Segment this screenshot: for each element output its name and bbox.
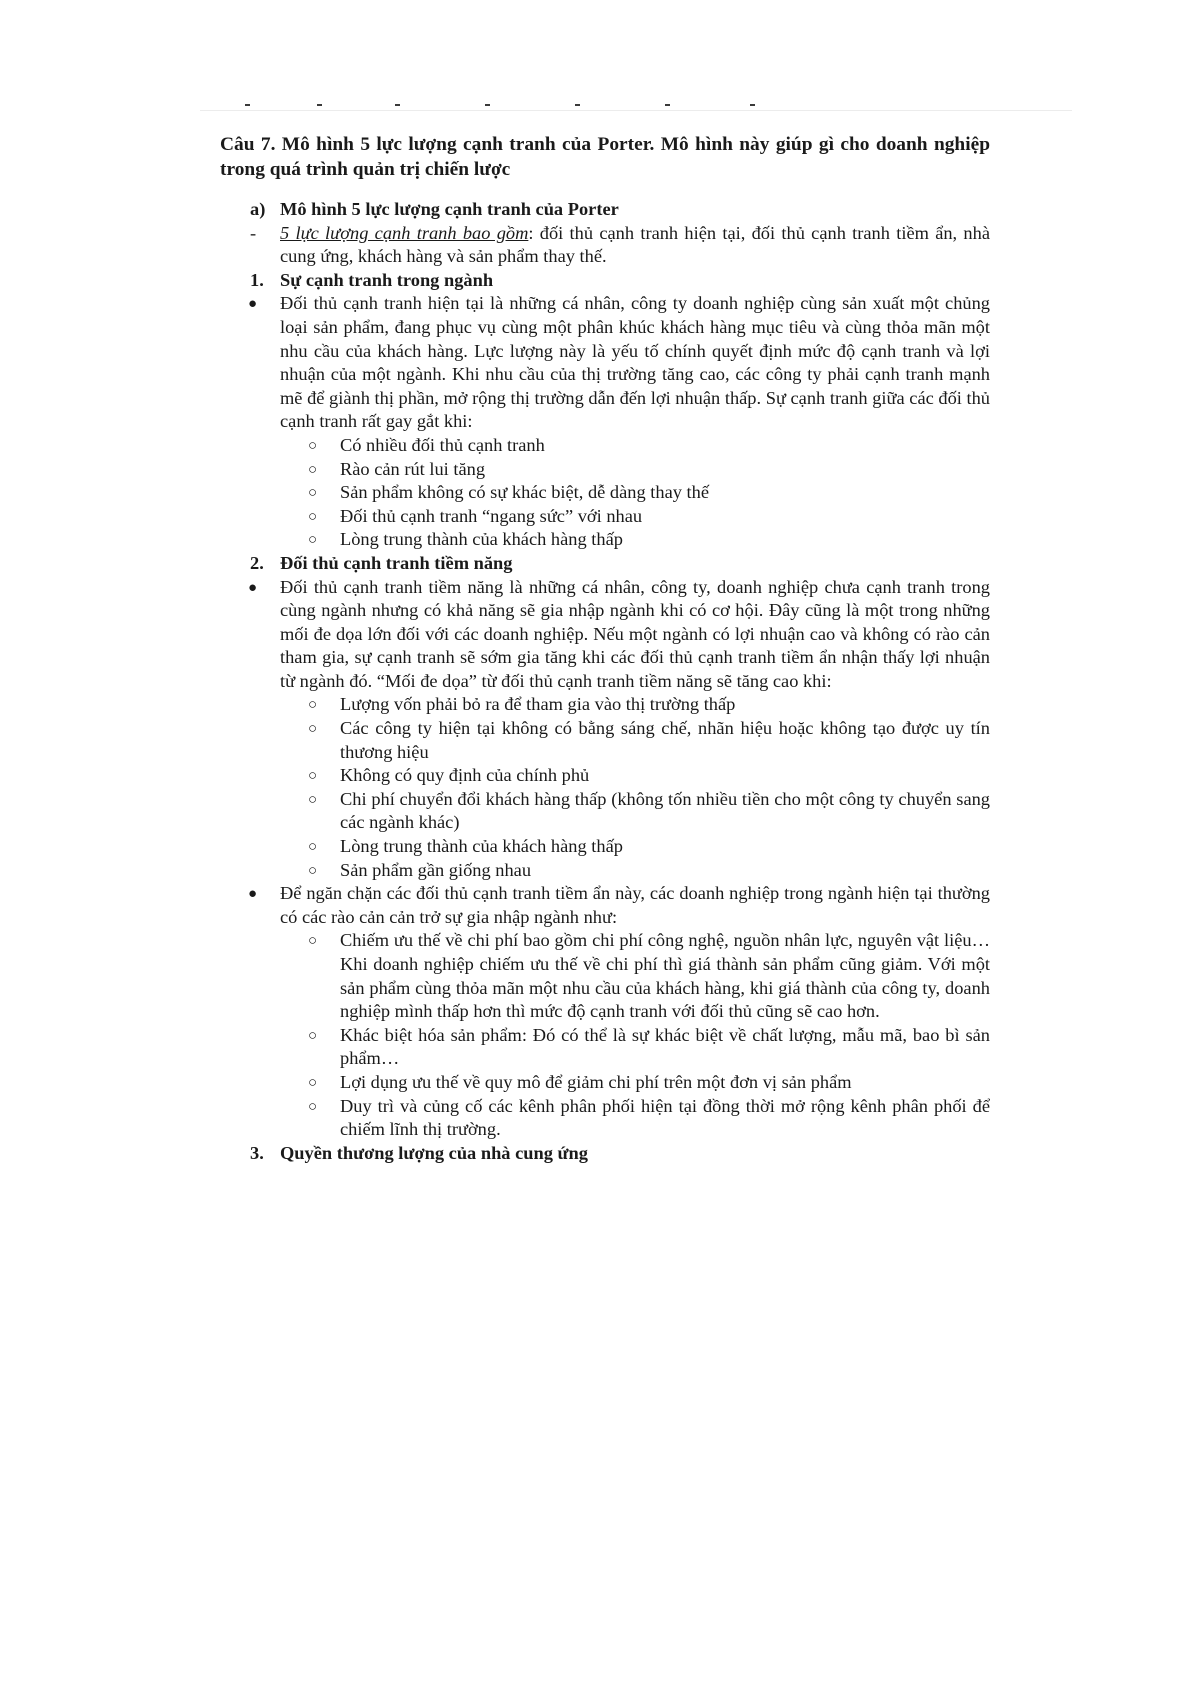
section-a-heading <box>220 198 990 222</box>
list-item <box>220 505 990 529</box>
circle-bullet-icon: ○ <box>308 721 318 738</box>
intro-text: : đối thủ cạnh tranh hiện tại, đối thủ cạnh tranh tiềm ẩn, nhà cung ứng, khách hàng và sản phẩm thay thế. <box>280 222 990 267</box>
list-item <box>220 458 990 482</box>
list-item-text: Sản phẩm không có sự khác biệt, dễ dàng thay thế <box>340 482 710 503</box>
section-2-paragraph-2 <box>220 882 990 929</box>
circle-bullet-icon: ○ <box>308 697 318 714</box>
bullet-icon: ● <box>248 886 258 903</box>
list-item-text: Lòng trung thành của khách hàng thấp <box>340 529 623 550</box>
list-item <box>220 835 990 859</box>
intro-underlined-term: 5 lực lượng cạnh tranh bao gồm <box>280 222 529 243</box>
circle-bullet-icon: ○ <box>308 532 318 549</box>
section-a-intro <box>220 222 990 269</box>
circle-bullet-icon: ○ <box>308 862 318 879</box>
section-2-paragraph <box>220 576 990 694</box>
list-item-text: Các công ty hiện tại không có bằng sáng chế, nhãn hiệu hoặc không tạo được uy tín thương hiệu <box>340 718 990 762</box>
circle-bullet-icon: ○ <box>308 508 318 525</box>
circle-bullet-icon: ○ <box>308 839 318 856</box>
section-1-paragraph <box>220 292 990 434</box>
section-3-number: 3. <box>250 1142 264 1163</box>
section-2-heading <box>220 552 990 576</box>
bullet-icon: ● <box>248 296 258 313</box>
section-2-text-2: Để ngăn chặn các đối thủ cạnh tranh tiềm ẩn này, các doanh nghiệp trong ngành hiện tại thường có các rào cản cản trở sự gia nhập ngành như: <box>280 883 990 927</box>
list-item-text: Sản phẩm gần giống nhau <box>340 859 532 880</box>
bullet-icon: ● <box>248 579 258 596</box>
list-item-text: Rào cản rút lui tăng <box>340 458 486 479</box>
list-item <box>220 788 990 835</box>
section-1-text: Đối thủ cạnh tranh hiện tại là những cá nhân, công ty doanh nghiệp cùng sản xuất một chủng loại sản phẩm, đang phục vụ cùng một phân khúc khách hàng mục tiêu và cùng thỏa mãn một nhu cầu của khách hàng. Lực lượng này là yếu tố chính quyết định mức độ cạnh tranh và lợi nhuận của một ngành. Khi nhu cầu của thị trường tăng cao, các công ty phải cạnh tranh mạnh mẽ để giành thị phần, mở rộng thị trường dẫn đến lợi nhuận thấp. Sự cạnh tranh giữa các đối thủ cạnh tranh rất gay gắt khi: <box>280 293 990 432</box>
list-item <box>220 1071 990 1095</box>
list-item <box>220 1024 990 1071</box>
dash-marker: - <box>250 222 257 243</box>
list-item-text: Lòng trung thành của khách hàng thấp <box>340 836 623 857</box>
list-item-text: Khác biệt hóa sản phẩm: Đó có thể là sự khác biệt về chất lượng, mẫu mã, bao bì sản phẩm… <box>340 1024 990 1069</box>
section-2-text: Đối thủ cạnh tranh tiềm năng là những cá nhân, công ty, doanh nghiệp chưa cạnh tranh trong cùng ngành nhưng có khả năng sẽ gia nhập ngành khi có cơ hội. Đây cũng là một trong những mối đe dọa lớn đối với các doanh nghiệp. Nếu một ngành có lợi nhuận cao và không có rào cản tham gia, sự cạnh tranh sẽ sớm gia tăng khi các đối thủ cạnh tranh tiềm ẩn nhận thấy lợi nhuận từ ngành đó. “Mối đe dọa” từ đối thủ cạnh tranh tiềm năng sẽ tăng cao khi: <box>280 576 990 691</box>
list-item-text: Duy trì và củng cố các kênh phân phối hiện tại đồng thời mở rộng kênh phân phối để chiếm lĩnh thị trường. <box>340 1095 990 1140</box>
list-item <box>220 434 990 458</box>
document-page <box>220 132 990 1165</box>
circle-bullet-icon: ○ <box>308 1098 318 1115</box>
list-item <box>220 929 990 1023</box>
list-item <box>220 481 990 505</box>
section-3-heading <box>220 1142 990 1166</box>
question-title: Câu 7. Mô hình 5 lực lượng cạnh tranh của Porter. Mô hình này giúp gì cho doanh nghiệp trong quá trình quản trị chiến lược <box>220 134 990 180</box>
list-item-text: Có nhiều đối thủ cạnh tranh <box>340 434 545 455</box>
section-a-title: Mô hình 5 lực lượng cạnh tranh của Porter <box>280 199 619 219</box>
circle-bullet-icon: ○ <box>308 1074 318 1091</box>
list-item <box>220 717 990 764</box>
circle-bullet-icon: ○ <box>308 437 318 454</box>
page-top-divider <box>200 110 1072 111</box>
list-item-text: Chi phí chuyển đổi khách hàng thấp (không tốn nhiều tiền cho một công ty chuyển sang các ngành khác) <box>340 788 990 833</box>
section-1-number: 1. <box>250 269 264 290</box>
circle-bullet-icon: ○ <box>308 1027 318 1044</box>
list-item <box>220 528 990 552</box>
list-item <box>220 764 990 788</box>
section-1-heading <box>220 269 990 293</box>
section-1-title: Sự cạnh tranh trong ngành <box>280 269 494 290</box>
list-item-text: Chiếm ưu thế về chi phí bao gồm chi phí công nghệ, nguồn nhân lực, nguyên vật liệu…Khi doanh nghiệp chiếm ưu thế về chi phí thì giá thành sản phẩm cũng giảm. Với một sản phẩm cùng thỏa mãn một nhu cầu của khách hàng, khi giá thành của công ty, doanh nghiệp mình thấp hơn thì mức độ cạnh tranh với đối thủ cũng sẽ cao hơn. <box>340 930 990 1022</box>
circle-bullet-icon: ○ <box>308 768 318 785</box>
section-3-title: Quyền thương lượng của nhà cung ứng <box>280 1142 588 1163</box>
section-2-title: Đối thủ cạnh tranh tiềm năng <box>280 552 513 573</box>
list-item-text: Đối thủ cạnh tranh “ngang sức” với nhau <box>340 505 643 526</box>
list-item <box>220 1095 990 1142</box>
section-a-marker: a) <box>250 199 266 219</box>
list-item <box>220 859 990 883</box>
circle-bullet-icon: ○ <box>308 791 318 808</box>
circle-bullet-icon: ○ <box>308 485 318 502</box>
list-item-text: Lượng vốn phải bỏ ra để tham gia vào thị trường thấp <box>340 694 736 715</box>
circle-bullet-icon: ○ <box>308 933 318 950</box>
circle-bullet-icon: ○ <box>308 461 318 478</box>
list-item <box>220 693 990 717</box>
list-item-text: Lợi dụng ưu thế về quy mô để giảm chi phí trên một đơn vị sản phẩm <box>340 1071 852 1092</box>
list-item-text: Không có quy định của chính phủ <box>340 765 590 786</box>
section-2-number: 2. <box>250 552 264 573</box>
top-cut-off-text-remnant <box>245 100 805 108</box>
